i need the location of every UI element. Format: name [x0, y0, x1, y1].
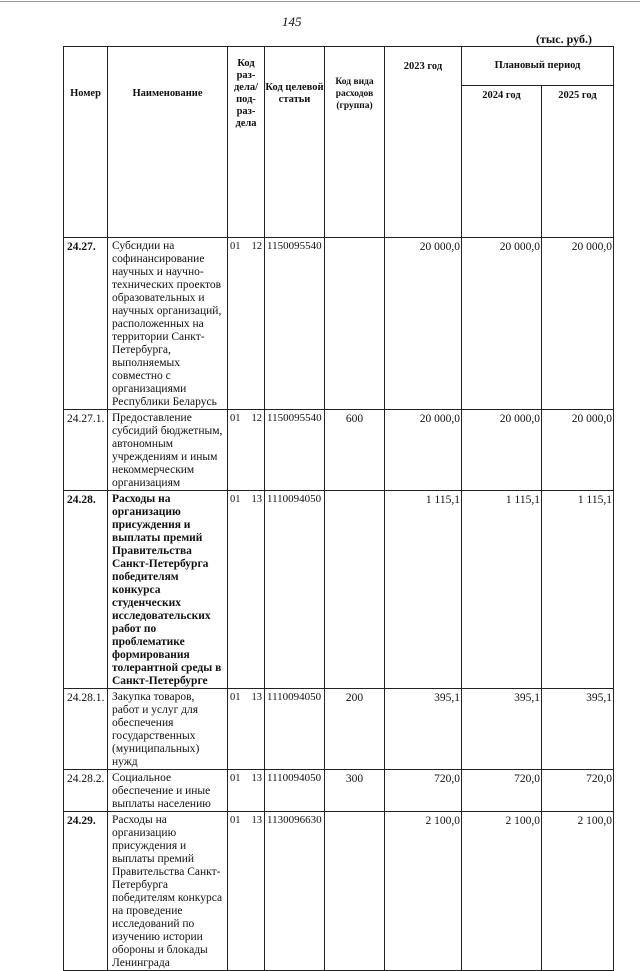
- row-name: Предоставление субсидий бюджетным, автономным учреждениям и иным некоммерческим организациям: [108, 410, 228, 491]
- row-section: 01 13: [228, 491, 265, 689]
- row-number: 24.27.1.: [64, 410, 108, 491]
- row-amount-2025: 20 000,0: [542, 238, 614, 410]
- row-amount-2024: 2 100,0: [462, 812, 542, 971]
- budget-table: [63, 46, 614, 971]
- row-target-code: 1110094050: [265, 689, 325, 770]
- row-amount-2024: 1 115,1: [462, 491, 542, 689]
- row-number: 24.28.: [64, 491, 108, 689]
- header-target: Код целевой статьи: [265, 47, 325, 142]
- row-section: 01 12: [228, 238, 265, 410]
- row-amount-2025: 20 000,0: [542, 410, 614, 491]
- header-expense: Код вида расходов (группа): [325, 47, 385, 142]
- row-expense-code: [325, 491, 385, 689]
- row-target-code: 1110094050: [265, 770, 325, 812]
- row-expense-code: [325, 812, 385, 971]
- row-target-code: 1150095540: [265, 410, 325, 491]
- row-name: Закупка товаров, работ и услуг для обеспечения государственных (муниципальных) нужд: [108, 689, 228, 770]
- row-section: 01 13: [228, 689, 265, 770]
- header-number: Номер: [64, 47, 108, 142]
- row-expense-code: 300: [325, 770, 385, 812]
- row-amount-2025: 2 100,0: [542, 812, 614, 971]
- table-row: [64, 689, 614, 770]
- row-target-code: 1150095540: [265, 238, 325, 410]
- table-row: [64, 410, 614, 491]
- table-row: [64, 812, 614, 971]
- row-section: 01 13: [228, 812, 265, 971]
- row-amount-2025: 1 115,1: [542, 491, 614, 689]
- row-amount-2025: 395,1: [542, 689, 614, 770]
- page-number: 145: [282, 14, 302, 29]
- row-amount-2023: 20 000,0: [385, 410, 462, 491]
- row-amount-2024: 395,1: [462, 689, 542, 770]
- table-row: [64, 491, 614, 689]
- row-name: Расходы на организацию присуждения и выплаты премий Правительства Санкт-Петербурга победителям конкурса студенческих исследовательских работ по проблематике формирования толерантной среды в Санкт-Петербурге: [108, 491, 228, 689]
- header-spacer: [64, 141, 614, 238]
- row-name: Расходы на организацию присуждения и выплаты премий Правительства Санкт-Петербурга победителям конкурса на проведение исследований по изучению истории обороны и блокады Ленинграда: [108, 812, 228, 971]
- row-amount-2023: 395,1: [385, 689, 462, 770]
- table-row: [64, 238, 614, 410]
- row-amount-2025: 720,0: [542, 770, 614, 812]
- row-name: Субсидии на софинансирование научных и научно-технических проектов образовательных и научных организаций, расположенных на территории Санкт-Петербурга, выполняемых совместно с организациями Республики Беларусь: [108, 238, 228, 410]
- row-expense-code: [325, 238, 385, 410]
- row-name: Социальное обеспечение и иные выплаты населению: [108, 770, 228, 812]
- row-number: 24.28.1.: [64, 689, 108, 770]
- row-amount-2023: 1 115,1: [385, 491, 462, 689]
- header-section: Код раз-дела/ под-раз-дела: [228, 47, 265, 142]
- header-year-2025: 2025 год: [542, 86, 614, 141]
- row-amount-2023: 20 000,0: [385, 238, 462, 410]
- units-label: (тыс. руб.): [536, 32, 592, 46]
- row-expense-code: 600: [325, 410, 385, 491]
- row-target-code: 1110094050: [265, 491, 325, 689]
- row-amount-2023: 2 100,0: [385, 812, 462, 971]
- header-name: Наименование: [108, 47, 228, 142]
- row-amount-2024: 20 000,0: [462, 410, 542, 491]
- scan-top-edge: [0, 1, 640, 2]
- header-year-2023: 2023 год: [385, 47, 462, 142]
- header-year-2024: 2024 год: [462, 86, 542, 141]
- row-target-code: 1130096630: [265, 812, 325, 971]
- row-expense-code: 200: [325, 689, 385, 770]
- row-section: 01 12: [228, 410, 265, 491]
- row-amount-2023: 720,0: [385, 770, 462, 812]
- row-section: 01 13: [228, 770, 265, 812]
- row-amount-2024: 720,0: [462, 770, 542, 812]
- table-row: [64, 770, 614, 812]
- header-planned-period: Плановый период: [462, 47, 614, 86]
- row-number: 24.28.2.: [64, 770, 108, 812]
- row-amount-2024: 20 000,0: [462, 238, 542, 410]
- row-number: 24.27.: [64, 238, 108, 410]
- row-number: 24.29.: [64, 812, 108, 971]
